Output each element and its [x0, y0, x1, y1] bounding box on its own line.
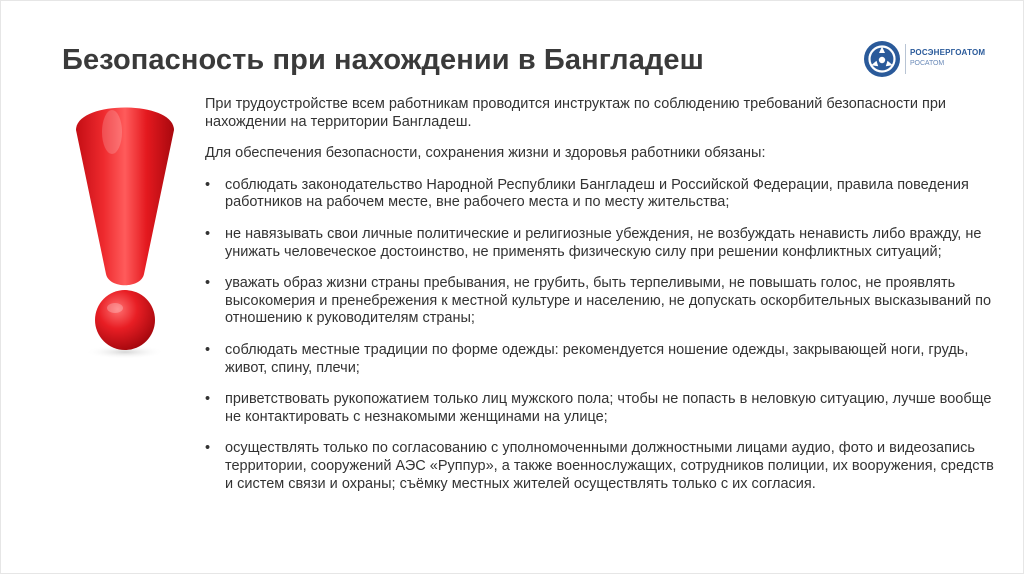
logo-name: РОСЭНЕРГОАТОМ: [910, 48, 986, 57]
list-item-text: не навязывать свои личные политические и религиозные убеждения, не возбуждать ненависть либо вражду, не унижать человеческое достоинство, не применять физическую силу при решении конфликтных ситуаций;: [225, 225, 982, 260]
list-item-text: соблюдать законодательство Народной Республики Бангладеш и Российской Федерации, правила поведения работников на рабочем месте, вне рабочего места и по месту жительства;: [225, 176, 969, 211]
bullet-icon: •: [205, 176, 211, 193]
intro-paragraph: При трудоустройстве всем работникам проводится инструктаж по соблюдению требований безопасности при нахождении на территории Бангладеш.: [205, 96, 947, 130]
bullet-icon: •: [205, 341, 211, 358]
bullet-icon: •: [205, 225, 211, 242]
list-item: [205, 391, 997, 426]
list-item-text: осуществлять только по согласованию с уполномоченными должностными лицами аудио, фото и видеозапись территории, сооружений АЭС «Руппур», а также военнослужащих, сотрудников полиции, их вооружения, средств и систем связи и охраны; съёмку местных жителей осуществлять только с их согласия.: [225, 440, 994, 492]
logo-divider: [905, 44, 906, 74]
main-text: [205, 96, 997, 507]
bullet-icon: •: [205, 440, 211, 457]
list-item: [205, 226, 997, 261]
rosatom-emblem-icon: [863, 40, 901, 78]
obligations-lead: Для обеспечения безопасности, сохранения жизни и здоровья работники обязаны:: [205, 145, 766, 162]
bullet-icon: •: [205, 391, 211, 408]
bullet-icon: •: [205, 275, 211, 292]
list-item-text: соблюдать местные традиции по форме одежды: рекомендуется ношение одежды, закрывающей ноги, грудь, живот, спину, плечи;: [225, 341, 969, 376]
page-title: Безопасность при нахождении в Бангладеш: [62, 44, 704, 76]
list-item: [205, 342, 997, 377]
list-item: [205, 275, 997, 328]
exclamation-mark-icon: [70, 92, 180, 364]
obligations-list: [205, 177, 997, 493]
list-item-text: уважать образ жизни страны пребывания, не грубить, быть терпеливыми, не повышать голос, не проявлять высокомерия и пренебрежения к местной культуре и населению, не допускать оскорбительных высказываний по отношению к руководителям страны;: [225, 275, 992, 327]
company-logo: [863, 40, 1003, 80]
list-item-text: приветствовать рукопожатием только лиц мужского пола; чтобы не попасть в неловкую ситуацию, лучше вообще не контактировать с незнакомыми женщинами на улице;: [225, 391, 992, 425]
list-item: [205, 177, 997, 212]
logo-subtitle: РОСАТОМ: [910, 60, 945, 67]
list-item: [205, 440, 997, 493]
